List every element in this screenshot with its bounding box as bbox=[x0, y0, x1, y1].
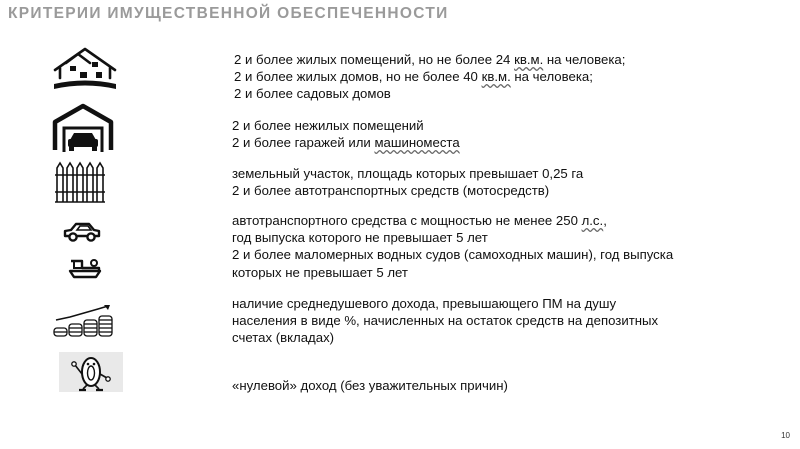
section-land-text bbox=[232, 165, 583, 199]
text-line: 2 и более жилых домов, но не более 40 кв.м. на человека; bbox=[234, 69, 593, 85]
text-line: наличие среднедушевого дохода, превышающего ПМ на душу bbox=[232, 296, 617, 311]
text-line: 2 и более жилых помещений, но не более 24 кв.м. на человека; bbox=[234, 52, 626, 67]
garage-icon bbox=[52, 102, 114, 159]
car-icon bbox=[62, 220, 102, 249]
text-line: 2 и более маломерных водных судов (самоходных машин), год выпуска bbox=[232, 247, 674, 263]
text-line: населения в виде %, начисленных на остаток средств на депозитных bbox=[232, 313, 659, 329]
text-line: которых не превышает 5 лет bbox=[232, 264, 408, 280]
section-vehicles-text bbox=[232, 212, 673, 281]
zero-character-icon bbox=[59, 352, 123, 397]
text-line: 2 и более гаражей или машиноместа bbox=[232, 135, 460, 151]
text-line: «нулевой» доход (без уважительных причин) bbox=[232, 378, 508, 393]
page-title: КРИТЕРИИ ИМУЩЕСТВЕННОЙ ОБЕСПЕЧЕННОСТИ bbox=[8, 5, 449, 22]
text-line: 2 и более автотранспортных средств (мотосредств) bbox=[232, 183, 550, 199]
coins-growth-icon bbox=[52, 304, 114, 343]
text-line: земельный участок, площадь которых превышает 0,25 га bbox=[232, 166, 584, 181]
houses-icon bbox=[52, 44, 118, 95]
section-houses-text bbox=[234, 51, 625, 103]
boat-icon bbox=[68, 257, 102, 286]
fence-icon bbox=[54, 160, 106, 209]
section-zero-income-text bbox=[232, 377, 508, 394]
section-garage-text bbox=[232, 117, 460, 151]
page-number: 10 bbox=[781, 431, 790, 440]
text-line: счетах (вкладах) bbox=[232, 330, 335, 346]
section-income-text bbox=[232, 295, 658, 347]
text-line: 2 и более садовых домов bbox=[234, 86, 391, 102]
text-line: 2 и более нежилых помещений bbox=[232, 118, 424, 133]
text-line: год выпуска которого не превышает 5 лет bbox=[232, 230, 488, 246]
text-line: автотранспортного средства с мощностью не менее 250 л.с., bbox=[232, 213, 607, 228]
